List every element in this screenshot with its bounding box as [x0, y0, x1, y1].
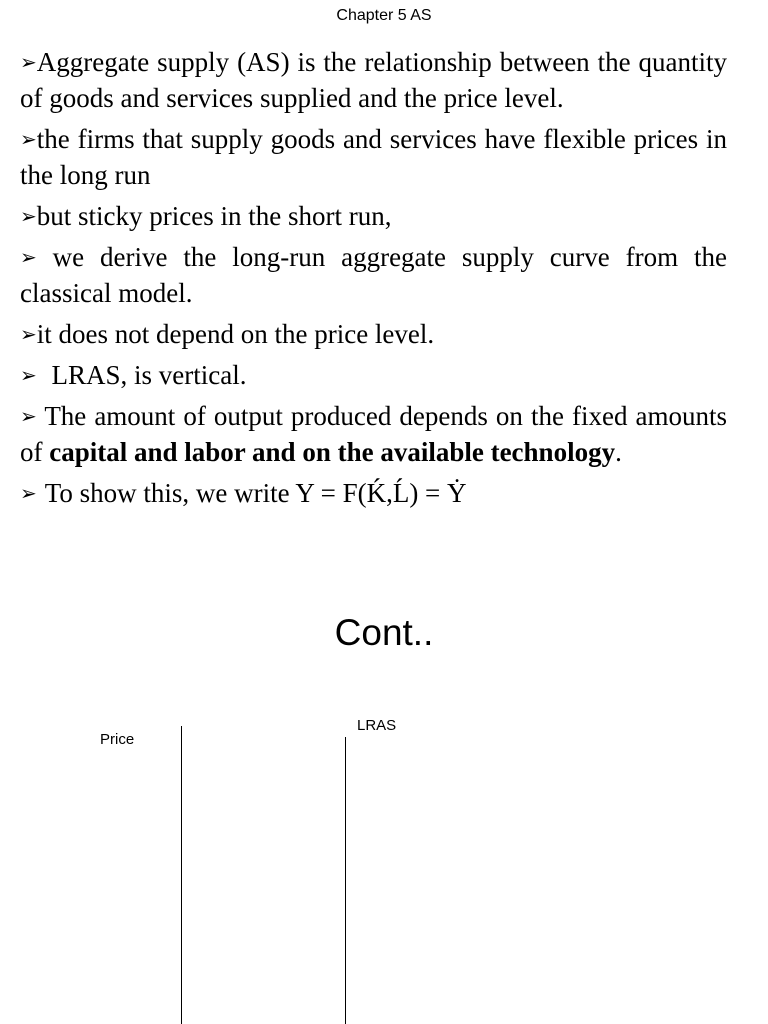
arrow-bullet-icon: ➢ — [20, 322, 37, 346]
arrow-bullet-icon: ➢ — [20, 404, 37, 428]
bullet-text: The amount of output produced depends on the fixed amounts of — [20, 401, 727, 467]
bullet-text: we derive the long-run aggregate supply curve from the classical model. — [20, 242, 727, 308]
arrow-bullet-icon: ➢ — [20, 481, 37, 505]
bullet-item — [20, 198, 727, 234]
bullet-item — [20, 316, 727, 352]
bullet-list — [20, 44, 727, 516]
arrow-bullet-icon: ➢ — [20, 127, 37, 151]
bullet-item — [20, 239, 727, 311]
section-title: Cont.. — [334, 612, 434, 653]
bullet-item — [20, 44, 727, 116]
bullet-item — [20, 475, 727, 511]
bullet-item — [20, 121, 727, 193]
bullet-text: Aggregate supply (AS) is the relationship between the quantity of goods and services supplied and the price level. — [20, 47, 727, 113]
arrow-bullet-icon: ➢ — [20, 245, 37, 269]
bullet-text: To show this, we write Y = F(Ḱ,Ĺ) = Ẏ — [44, 478, 467, 508]
lras-curve-line — [345, 737, 346, 1024]
arrow-bullet-icon: ➢ — [20, 363, 37, 387]
bullet-text: LRAS, is vertical. — [44, 360, 247, 390]
bullet-text: it does not depend on the price level. — [36, 319, 435, 349]
bullet-item — [20, 357, 727, 393]
y-axis-line — [181, 726, 182, 1024]
bullet-text: but sticky prices in the short run, — [36, 201, 392, 231]
bullet-bold-text: capital and labor and on the available technology — [49, 437, 616, 467]
arrow-bullet-icon: ➢ — [20, 50, 37, 74]
arrow-bullet-icon: ➢ — [20, 204, 37, 228]
bullet-text: the firms that supply goods and services have flexible prices in the long run — [20, 124, 727, 190]
bullet-item — [20, 398, 727, 470]
bullet-text: . — [615, 437, 622, 467]
y-axis-label: Price — [100, 731, 135, 748]
page-header: Chapter 5 AS — [336, 7, 432, 24]
lras-label: LRAS — [357, 717, 397, 734]
